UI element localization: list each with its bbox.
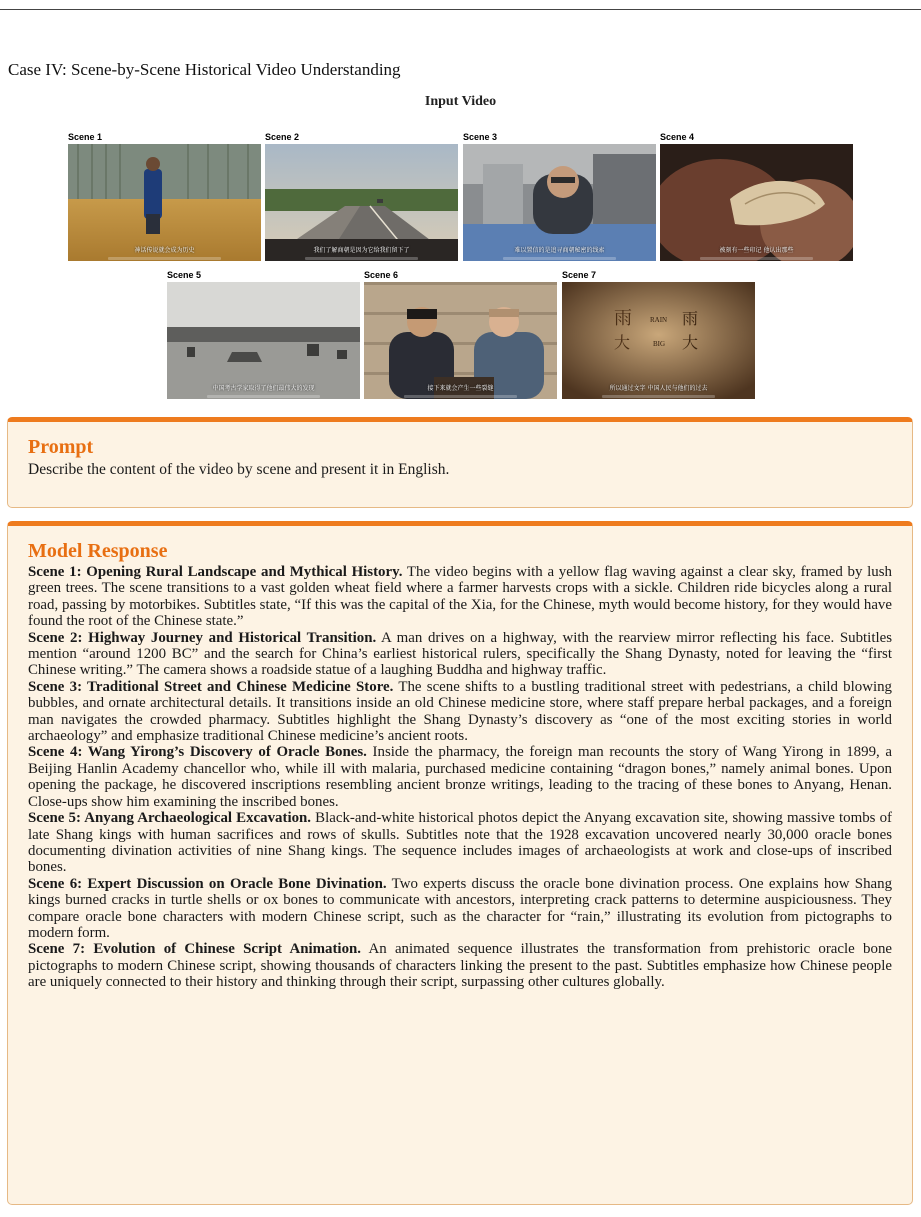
- prompt-box: [7, 417, 913, 508]
- scene-subtitle: 我们了解商朝是因为它给我们留下了: [313, 247, 410, 254]
- scene-5-thumbnail: [167, 269, 360, 399]
- scene-3-thumbnail: [463, 131, 656, 261]
- model-response-box: [7, 521, 913, 1205]
- subtitle-english-line: [602, 395, 715, 398]
- case-title: Case IV: Scene-by-Scene Historical Video Understanding: [8, 60, 401, 79]
- scene-4-thumbnail: [660, 131, 853, 261]
- model-response-heading: Model Response: [28, 540, 168, 562]
- response-scene-body: The scene shifts to a bustling traditional street with pedestrians, a child blowing bubbles, and ornate architectural details. It transitions inside an old Chinese medicine store, where staff prepare herbal packages, and a foreign man navigates the crowded pharmacy. Subtitles highlight the Shang Dynasty’s discovery as “one of the most exciting stories in world archaeology” and emphasize traditional Chinese medicine’s ancient roots.: [28, 678, 892, 745]
- scene-6-image: [364, 282, 557, 399]
- scene-label: Scene 3: [463, 132, 498, 142]
- wheat-field-image: [68, 144, 261, 261]
- response-scene-body: Two experts discuss the oracle bone divination process. One explains how Shang kings burned cracks in turtle shells or ox bones to communicate with ancestors, interpreting crack patterns to determine auspiciousness. They compare oracle bone characters with modern Chinese script, such as the character for “rain,” illustrating its evolution from pictographs to modern form.: [28, 875, 893, 941]
- highway-image: [265, 144, 458, 261]
- response-scene-1: [28, 564, 892, 630]
- scene-3-image: [463, 144, 656, 261]
- response-scene-body: The video begins with a yellow flag waving against a clear sky, framed by lush green trees. The scene transitions to a vast golden wheat field where a farmer harvests crops with a sickle. Children ride bicycles along a rural road, passing by motorbikes. Subtitles state, “If this was the capital of the Xia, for the Chinese, myth would become history, for they would have found the root of the Chinese state.”: [28, 564, 892, 630]
- response-scene-body: A man drives on a highway, with the rearview mirror reflecting his face. Subtitles mention “around 1200 BC” and the search for China’s earliest historical rulers, specifically the Shang Dynasty, noted for leaving the “first Chinese writing.” The camera shows a roadside statue of a laughing Buddha and highway traffic.: [28, 629, 892, 679]
- prompt-text: Describe the content of the video by scene and present it in English.: [28, 461, 450, 478]
- scene-1-image: [68, 144, 261, 261]
- scene-6-thumbnail: [364, 269, 557, 399]
- scene-subtitle: 所以通过文字 中国人民与他们的过去: [609, 385, 708, 392]
- response-scene-title: Scene 2: Highway Journey and Historical Transition.: [28, 629, 377, 646]
- oracle-bone-closeup-image: [660, 144, 853, 261]
- svg-text:大: 大: [614, 333, 631, 352]
- svg-text:雨: 雨: [682, 309, 699, 328]
- scene-subtitle: 接下来就会产生一些裂缝: [427, 385, 494, 392]
- excavation-photo-image: [167, 282, 360, 399]
- scene-subtitle: 被刻有一些印记 他认出那些: [719, 247, 794, 254]
- scene-label: Scene 4: [660, 132, 695, 142]
- experts-discussion-image: [364, 282, 557, 399]
- subtitle-english-line: [700, 257, 813, 260]
- subtitle-english-line: [503, 257, 616, 260]
- subtitle-english-line: [404, 395, 517, 398]
- subtitle-english-line: [305, 257, 418, 260]
- overlay-label-rain: RAIN: [650, 316, 668, 324]
- response-scene-body: An animated sequence illustrates the transformation from prehistoric oracle bone pictographs to modern Chinese script, showing thousands of characters linking the present to the past. Subtitles emphasize how Chinese people are uniquely connected to their history and thinking through their script, surpassing other cultures globally.: [28, 941, 892, 991]
- response-scene-2: [28, 630, 892, 679]
- scene-subtitle: 神话传说就会成为历史: [134, 247, 195, 254]
- prompt-heading: Prompt: [28, 436, 94, 458]
- response-scene-title: Scene 1: Opening Rural Landscape and Mythical History.: [28, 564, 403, 580]
- scene-1-thumbnail: [68, 131, 261, 261]
- pharmacy-counter-image: [463, 144, 656, 261]
- scene-5-image: [167, 282, 360, 399]
- scene-label: Scene 2: [265, 132, 300, 142]
- subtitle-english-line: [108, 257, 221, 260]
- scene-4-image: [660, 144, 853, 261]
- response-scene-7: [28, 941, 892, 990]
- scene-label: Scene 5: [167, 270, 202, 280]
- scene-label: Scene 6: [364, 270, 399, 280]
- response-scene-title: Scene 3: Traditional Street and Chinese Medicine Store.: [28, 678, 394, 695]
- response-scene-6: [28, 876, 892, 942]
- response-scene-title: Scene 6: Expert Discussion on Oracle Bone Divination.: [28, 875, 387, 892]
- svg-text:雨: 雨: [614, 308, 632, 329]
- top-rule: [0, 9, 921, 10]
- response-scene-title: Scene 4: Wang Yirong’s Discovery of Oracle Bones.: [28, 744, 367, 761]
- response-scene-3: [28, 679, 892, 745]
- response-scene-body: Inside the pharmacy, the foreign man recounts the story of Wang Yirong in 1899, a Beijing Hanlin Academy chancellor who, while ill with malaria, purchased medicine containing “dragon bones,” namely animal bones. Upon opening the package, he discovered inscriptions resembling ancient bronze writings, leading to the tracing of these bones to Anyang, Henan. Close-ups show him examining the inscribed bones.: [28, 744, 892, 810]
- scene-label: Scene 1: [68, 132, 103, 142]
- overlay-label-big: BIG: [653, 340, 666, 348]
- scene-7-thumbnail: [562, 269, 755, 399]
- response-scene-title: Scene 5: Anyang Archaeological Excavation.: [28, 810, 312, 827]
- subtitle-english-line: [207, 395, 320, 398]
- scene-7-image: [562, 282, 755, 399]
- response-scene-title: Scene 7: Evolution of Chinese Script Animation.: [28, 941, 362, 958]
- input-video-heading: Input Video: [424, 94, 497, 109]
- response-scene-body: Black-and-white historical photos depict the Anyang excavation site, showing massive tombs of late Shang kings with human sacrifices and rows of skulls. Subtitles note that the 1928 excavation uncovered nearly 30,000 oracle bones documenting divination activities of nine Shang kings. The sequence includes images of archaeologists at work and close-ups of inscribed bones.: [28, 810, 892, 876]
- svg-text:大: 大: [682, 333, 699, 352]
- response-scene-4: [28, 744, 892, 810]
- scene-label: Scene 7: [562, 270, 597, 280]
- response-scene-5: [28, 810, 892, 876]
- scene-subtitle: 中国考古学家取得了他们最伟大的发现: [212, 385, 315, 392]
- scene-2-thumbnail: [265, 131, 458, 261]
- model-response-text: [28, 564, 892, 991]
- scene-2-image: [265, 144, 458, 261]
- scene-subtitle: 难以置信的是追寻商朝秘密的线索: [514, 247, 605, 254]
